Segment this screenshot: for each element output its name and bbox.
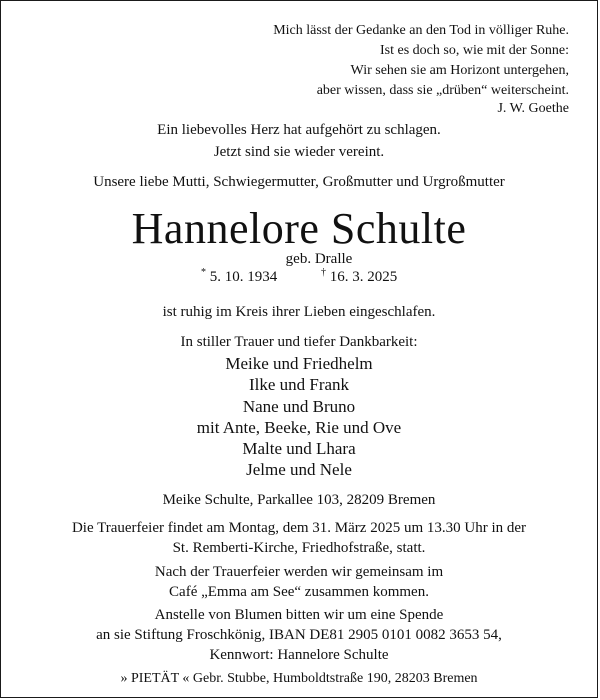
contact-address: Meike Schulte, Parkallee 103, 28209 Bremen <box>162 492 436 508</box>
funeral-line-1: Die Trauerfeier findet am Montag, dem 31. März 2025 um 13.30 Uhr in der <box>71 520 527 536</box>
poem-line: Mich lässt der Gedanke an den Tod in völliger Ruhe. <box>273 23 569 38</box>
poem-line: Ist es doch so, wie mit der Sonne: <box>380 43 569 58</box>
family-member: mit Ante, Beeke, Rie und Ove <box>196 418 402 437</box>
family-member: Nane und Bruno <box>242 397 356 416</box>
relation-line: Unsere liebe Mutti, Schwiegermutter, Großmutter und Urgroßmutter <box>93 174 505 190</box>
family-member: Jelme und Nele <box>246 460 352 479</box>
intro-line-1: Ein liebevolles Herz hat aufgehört zu schlagen. <box>157 122 441 138</box>
funeral-line-2: St. Remberti-Kirche, Friedhofstraße, statt. <box>172 540 426 556</box>
intro-line-2: Jetzt sind sie wieder vereint. <box>213 144 385 160</box>
birth-symbol: * <box>201 267 206 278</box>
poem-line: Wir sehen sie am Horizont untergehen, <box>350 63 569 78</box>
donation-line-1: Anstelle von Blumen bitten wir um eine Spende <box>154 607 444 623</box>
gathering-line-1: Nach der Trauerfeier werden wir gemeinsam im <box>154 564 444 580</box>
birth-date: 5. 10. 1934 <box>209 269 278 285</box>
death-date: 16. 3. 2025 <box>329 269 398 285</box>
donation-line-2: an sie Stiftung Froschkönig, IBAN DE81 2905 0101 0082 3653 54, <box>96 627 502 643</box>
death-date-group <box>321 267 397 286</box>
maiden-name: geb. Dralle <box>285 251 353 267</box>
gathering-line-2: Café „Emma am See“ zusammen kommen. <box>169 584 429 600</box>
birth-date-group <box>201 267 277 286</box>
undertaker-line: » PIETÄT « Gebr. Stubbe, Humboldtstraße 190, 28203 Bremen <box>120 671 478 686</box>
family-member: Ilke und Frank <box>248 375 350 394</box>
passed-line: ist ruhig im Kreis ihrer Lieben eingeschlafen. <box>162 304 436 320</box>
donation-line-3: Kennwort: Hannelore Schulte <box>209 647 389 663</box>
poem-author: J. W. Goethe <box>497 101 569 116</box>
family-member: Malte und Lhara <box>242 439 356 458</box>
death-symbol: † <box>321 267 326 278</box>
mourning-line: In stiller Trauer und tiefer Dankbarkeit: <box>180 334 418 350</box>
poem-line: aber wissen, dass sie „drüben“ weiterscheint. <box>316 83 569 98</box>
goethe-poem <box>273 21 569 101</box>
family-member: Meike und Friedhelm <box>225 354 373 373</box>
deceased-name: Hannelore Schulte <box>131 204 467 253</box>
